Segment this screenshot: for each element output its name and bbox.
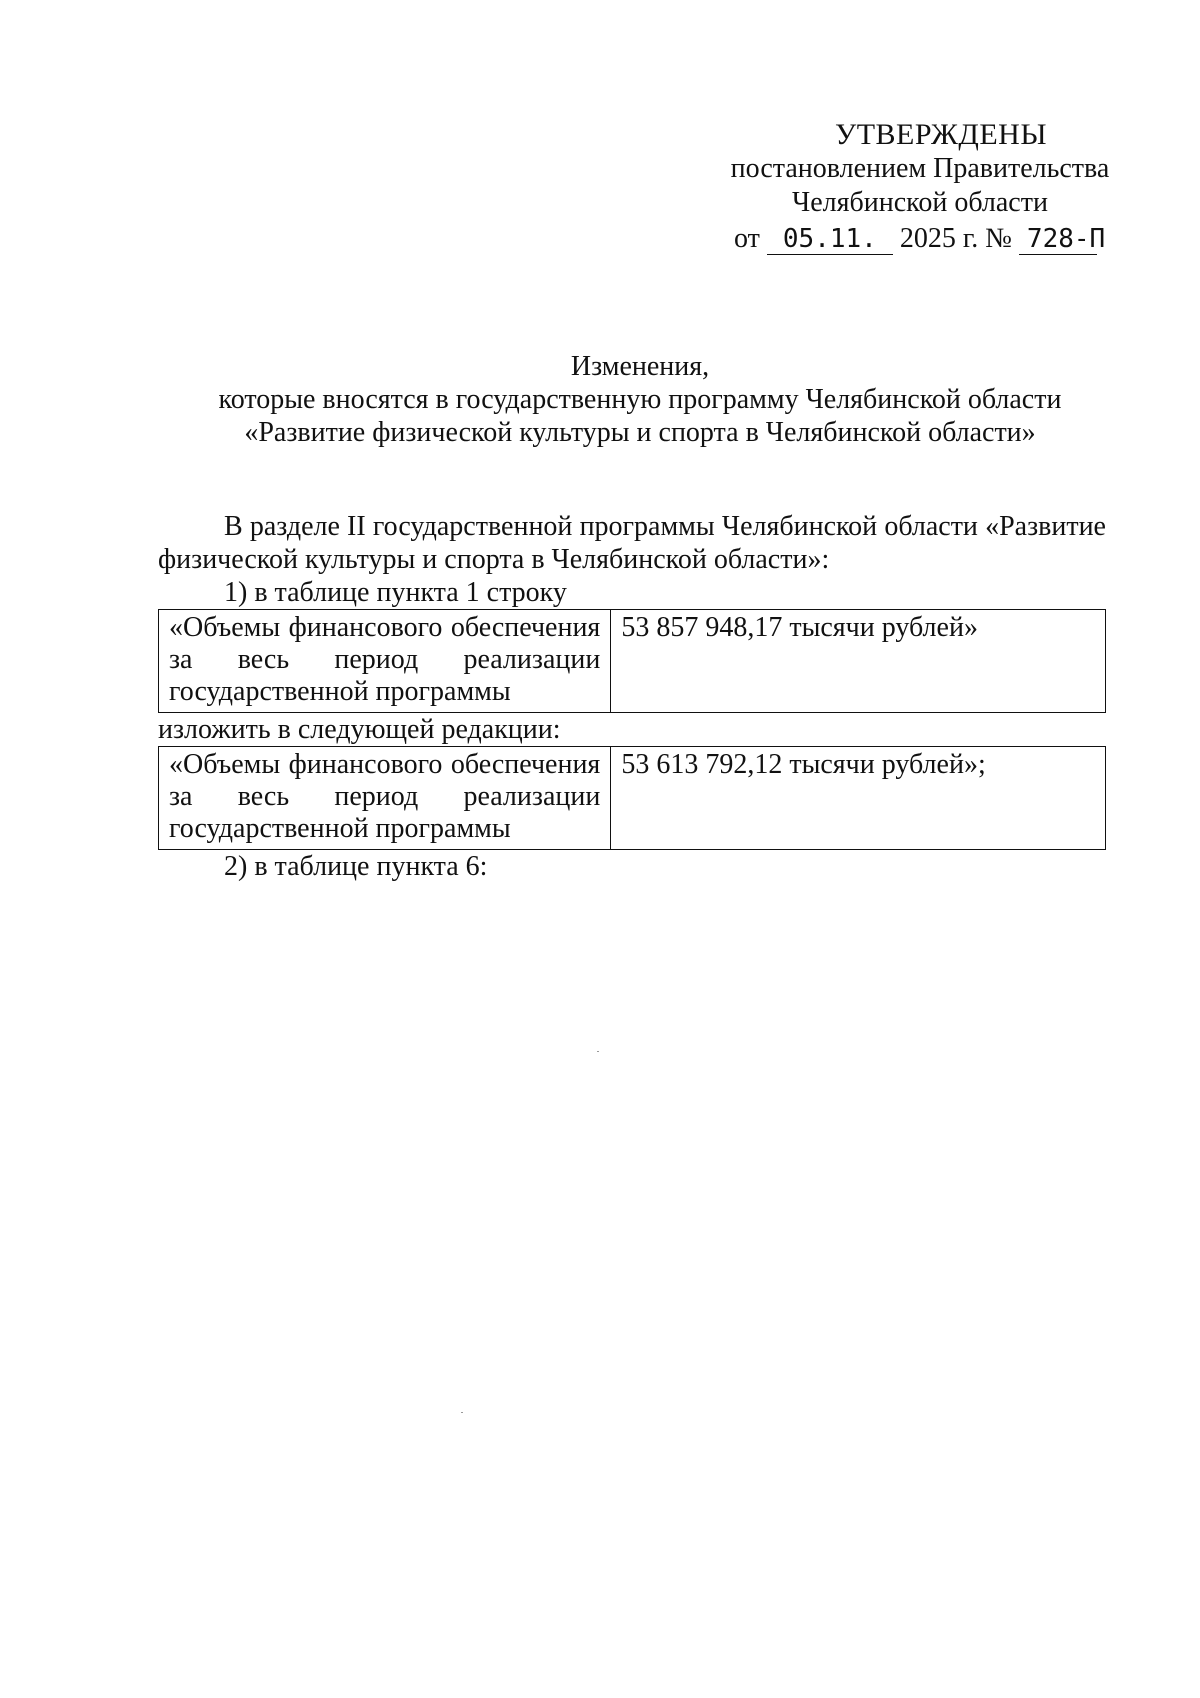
old-financing-table [158, 609, 1106, 713]
financing-value-cell: 53 613 792,12 тысячи рублей»; [611, 747, 1106, 850]
table-row [159, 610, 1106, 713]
date-prefix: от [734, 223, 760, 254]
scan-speck [597, 1051, 599, 1052]
year-text: 2025 г. № [899, 223, 1012, 254]
document-body [158, 510, 1106, 883]
financing-label-cell [159, 747, 611, 850]
financing-label-cell [159, 610, 611, 713]
heading-line-3: «Развитие физической культуры и спорта в Челябинской области» [244, 417, 1036, 448]
heading-line-2: которые вносятся в государственную программу Челябинской области [218, 384, 1062, 415]
connector-text: изложить в следующей редакции: [158, 714, 561, 745]
financing-value-cell: 53 857 948,17 тысячи рублей» [611, 610, 1106, 713]
label-word: за [169, 644, 193, 675]
label-word: финансового [288, 612, 443, 643]
label-line: государственной программы [169, 676, 511, 707]
item-2: 2) в таблице пункта 6: [224, 851, 488, 882]
approval-date-line [720, 222, 1120, 256]
label-word: финансового [288, 749, 443, 780]
label-word: обеспечения [450, 749, 601, 780]
label-word: весь [237, 644, 290, 675]
approval-block [720, 118, 1120, 256]
resolution-date: 05.11. [767, 224, 893, 255]
intro-paragraph: В разделе II государственной программы Челябинской области «Развитие физической культуры и спорта в Челябинской области»: [158, 511, 1106, 575]
scan-speck [461, 1412, 463, 1413]
label-word: период [334, 781, 419, 812]
table-row [159, 747, 1106, 850]
resolution-number: 728-П [1019, 224, 1097, 255]
label-word: «Объемы [169, 749, 281, 780]
item-1: 1) в таблице пункта 1 строку [224, 577, 567, 608]
label-word: реализации [463, 644, 601, 675]
document-heading [160, 350, 1120, 449]
new-financing-table [158, 746, 1106, 850]
label-word: период [334, 644, 419, 675]
label-word: обеспечения [450, 612, 601, 643]
approval-line-1: постановлением Правительства [730, 153, 1110, 184]
label-line: государственной программы [169, 813, 511, 844]
label-word: реализации [463, 781, 601, 812]
approval-title: УТВЕРЖДЕНЫ [834, 118, 1048, 151]
label-word: за [169, 781, 193, 812]
label-word: весь [237, 781, 290, 812]
heading-line-1: Изменения, [570, 351, 710, 382]
approval-line-2: Челябинской области [792, 187, 1048, 218]
label-word: «Объемы [169, 612, 281, 643]
